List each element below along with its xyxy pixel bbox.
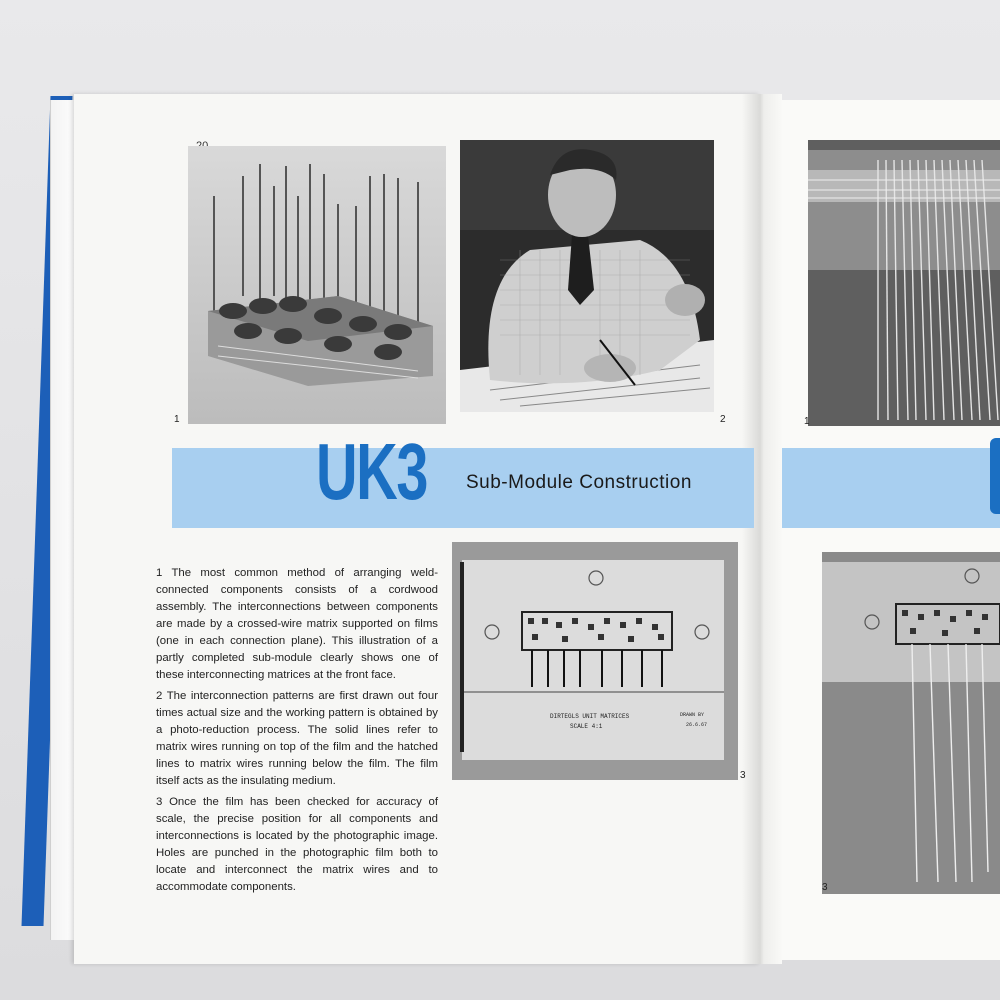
paragraph-text: The most common method of arranging weld-connected components consists of a cordwood assembly. The interconnections between components are made by a crossed-wire matrix supported on films (one in each connection plane). This illustration of a partly completed sub-module clearly shows one of these interconnecting matrices at the front face.	[156, 567, 438, 681]
photo-draughtsman	[460, 140, 714, 412]
paragraph-text: Once the film has been checked for accuracy of scale, the precise position for all components and interconnections is located by the photographic image. Holes are punched in the photographic film both to locate and interconnect the matrix wires and to accommodate components.	[156, 796, 438, 893]
drawing-date: 26.6.67	[686, 722, 708, 728]
heading-band-continuation	[782, 448, 1000, 528]
figure-number: 1	[804, 416, 810, 427]
paragraph-text: The interconnection patterns are first drawn out four times actual size and the working pattern is obtained by a photo-reduction process. The solid lines refer to matrix wires running on top of the film and the hatched lines to matrix wires running below the film. The film itself acts as the insulating medium.	[156, 690, 438, 787]
figure-number: 1	[174, 414, 180, 425]
paragraph-1	[156, 565, 438, 684]
drawing-caption: DIRTEGLS UNIT MATRICES	[550, 713, 630, 720]
section-title: Sub-Module Construction	[466, 472, 692, 493]
page-gutter	[742, 94, 782, 964]
figure-number: 3	[740, 770, 746, 781]
drawing-scale: SCALE 4:1	[570, 723, 603, 730]
section-code: UK3	[316, 427, 427, 516]
photo-cordwood-assembly	[188, 146, 446, 424]
photo-film-template	[822, 552, 1000, 894]
paragraph-3	[156, 794, 438, 896]
section-code-partial	[990, 438, 1000, 514]
paragraph-number: 1	[156, 567, 163, 579]
paragraph-number: 3	[156, 796, 163, 808]
paragraph-2	[156, 688, 438, 790]
paragraph-number: 2	[156, 690, 163, 702]
drawing-note: DRAWN BY	[680, 712, 705, 718]
figure-number: 2	[720, 414, 726, 425]
photo-interconnection-drawing	[452, 542, 738, 780]
photo-wire-matrix	[808, 140, 1000, 426]
figure-number: 3	[822, 882, 828, 893]
